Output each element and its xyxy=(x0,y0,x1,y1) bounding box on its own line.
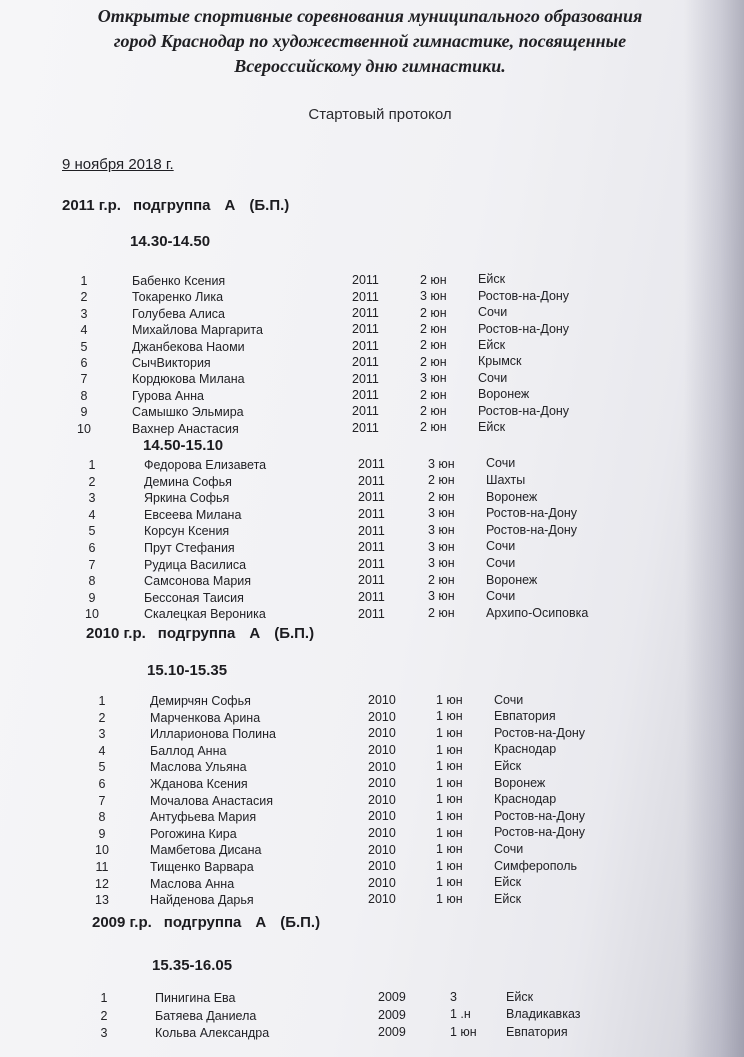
birth-year: 2011 xyxy=(352,305,379,320)
row-number: 9 xyxy=(88,590,96,605)
birth-year: 2011 xyxy=(358,540,385,555)
city: Сочи xyxy=(494,692,524,707)
row-number: 9 xyxy=(80,405,88,420)
rank: 2 юн xyxy=(420,272,447,287)
birth-year: 2011 xyxy=(358,523,385,538)
birth-year: 2011 xyxy=(352,371,379,386)
athlete-name: Рогожина Кира xyxy=(150,826,237,841)
rank: 1 юн xyxy=(436,692,463,707)
athlete-name: Маслова Анна xyxy=(150,876,235,891)
city: Ростов-на-Дону xyxy=(486,522,578,537)
row-number: 10 xyxy=(85,607,99,622)
athlete-name: Кольва Александра xyxy=(155,1026,270,1040)
birth-year: 2011 xyxy=(352,355,379,370)
athlete-name: Илларионова Полина xyxy=(150,727,276,742)
rank: 1 юн xyxy=(436,875,463,890)
session-time: 14.30-14.50 xyxy=(130,233,211,250)
birth-year: 2011 xyxy=(358,490,385,505)
row-number: 10 xyxy=(77,421,91,436)
rank: 1 юн xyxy=(436,825,463,840)
rank: 3 юн xyxy=(428,556,455,571)
rank: 3 юн xyxy=(428,539,455,554)
row-number: 3 xyxy=(100,1026,108,1040)
rank: 2 юн xyxy=(420,420,447,435)
row-number: 1 xyxy=(100,991,108,1005)
birth-year: 2011 xyxy=(358,457,385,472)
birth-year: 2011 xyxy=(352,387,379,402)
athlete-name: Демина Софья xyxy=(144,474,232,489)
city: Владикавказ xyxy=(506,1007,581,1021)
city: Ейск xyxy=(494,875,522,890)
row-number: 2 xyxy=(88,474,96,489)
city: Сочи xyxy=(494,841,524,856)
athlete-name: Рудица Василиса xyxy=(144,557,247,572)
rank: 1 юн xyxy=(436,892,463,906)
city: Ростов-на-Дону xyxy=(494,725,586,740)
row-number: 6 xyxy=(88,541,96,555)
athlete-row xyxy=(0,591,744,607)
birth-year: 2010 xyxy=(368,892,396,907)
row-number: 1 xyxy=(98,694,106,708)
athlete-row xyxy=(0,372,744,388)
athlete-row xyxy=(0,274,744,290)
athlete-name: Мочалова Анастасия xyxy=(150,793,273,808)
birth-year: 2011 xyxy=(358,589,385,604)
athlete-row xyxy=(0,405,744,421)
city: Ейск xyxy=(478,337,506,352)
city: Крымск xyxy=(478,354,522,369)
athlete-name: Марченкова Арина xyxy=(150,710,261,725)
row-number: 2 xyxy=(100,1008,108,1023)
athlete-row xyxy=(0,991,744,1007)
athlete-name: Яркина Софья xyxy=(144,491,230,506)
birth-year: 2010 xyxy=(368,875,396,890)
athlete-row xyxy=(0,893,744,909)
athlete-row xyxy=(0,389,744,405)
row-number: 5 xyxy=(88,524,96,539)
city: Ейск xyxy=(494,891,522,906)
row-number: 6 xyxy=(80,356,88,370)
athlete-name: Скалецкая Вероника xyxy=(144,607,266,622)
athlete-row xyxy=(0,744,744,760)
row-number: 3 xyxy=(88,491,96,506)
athlete-name: Мамбетова Дисана xyxy=(150,843,262,858)
birth-year-label: 2011 г.р. xyxy=(62,197,121,214)
row-number: 4 xyxy=(80,323,88,338)
rank: 2 юн xyxy=(420,387,447,402)
title-line-1: Открытые спортивные соревнования муниципального образования xyxy=(97,6,643,26)
rank: 3 юн xyxy=(428,523,455,537)
rank: 1 юн xyxy=(436,809,463,823)
birth-year: 2010 xyxy=(368,826,396,840)
athlete-row xyxy=(0,843,744,859)
row-number: 9 xyxy=(98,826,106,841)
athlete-row xyxy=(0,307,744,323)
athlete-row xyxy=(0,877,744,893)
birth-year: 2010 xyxy=(368,809,396,824)
city: Ростов-на-Дону xyxy=(494,808,586,823)
city: Ейск xyxy=(478,272,506,287)
athlete-name: Демирчян Софья xyxy=(150,694,251,708)
subgroup-code: (Б.П.) xyxy=(280,914,321,931)
city: Краснодар xyxy=(494,742,557,757)
city: Ростов-на-Дону xyxy=(486,506,578,521)
birth-year: 2011 xyxy=(358,606,385,621)
birth-year: 2010 xyxy=(368,759,396,774)
city: Ейск xyxy=(478,419,506,434)
city: Воронеж xyxy=(486,572,538,587)
city: Сочи xyxy=(486,555,516,570)
city: Евпатория xyxy=(506,1024,568,1039)
rank: 2 юн xyxy=(420,338,447,353)
row-number: 2 xyxy=(98,710,106,725)
row-number: 8 xyxy=(98,810,106,825)
row-number: 3 xyxy=(98,727,106,742)
row-number: 1 xyxy=(88,458,96,472)
rank: 3 xyxy=(450,989,457,1004)
rank: 1 юн xyxy=(450,1024,477,1039)
birth-year: 2011 xyxy=(352,404,379,419)
athlete-name: Самышко Эльмира xyxy=(132,405,244,420)
city: Воронеж xyxy=(486,489,538,504)
row-number: 4 xyxy=(98,743,106,758)
athlete-row xyxy=(0,1009,744,1025)
rank: 2 юн xyxy=(420,305,447,320)
group-heading xyxy=(92,914,320,931)
birth-year: 2010 xyxy=(368,792,396,807)
rank: 1 юн xyxy=(436,792,463,807)
rank: 2 юн xyxy=(420,354,447,369)
city: Сочи xyxy=(486,456,516,471)
athlete-name: Михайлова Маргарита xyxy=(132,323,263,338)
athlete-name: Евсеева Милана xyxy=(144,507,242,522)
athlete-name: СычВиктория xyxy=(132,356,211,370)
group-heading xyxy=(86,625,314,642)
row-number: 7 xyxy=(88,557,96,572)
city: Сочи xyxy=(478,305,508,320)
city: Воронеж xyxy=(494,775,546,790)
rank: 3 юн xyxy=(428,589,455,604)
athlete-name: Бессоная Таисия xyxy=(144,590,244,605)
rank: 3 юн xyxy=(420,371,447,386)
birth-year: 2010 xyxy=(368,743,396,757)
birth-year: 2011 xyxy=(352,322,379,337)
athlete-name: Батяева Даниела xyxy=(155,1008,257,1023)
athlete-name: Антуфьева Мария xyxy=(150,810,257,825)
athlete-name: Токаренко Лика xyxy=(132,290,224,305)
birth-year: 2009 xyxy=(378,990,406,1005)
city: Ростов-на-Дону xyxy=(478,403,570,418)
athlete-name: Самсонова Мария xyxy=(144,574,252,589)
session-time: 15.35-16.05 xyxy=(152,957,233,974)
session-time: 15.10-15.35 xyxy=(147,662,228,679)
title-line-3: Всероссийскому дню гимнастики. xyxy=(234,56,506,76)
city: Евпатория xyxy=(494,709,556,724)
birth-year: 2010 xyxy=(368,726,396,741)
athlete-row xyxy=(0,491,744,507)
athlete-row xyxy=(0,574,744,590)
city: Шахты xyxy=(486,472,526,487)
row-number: 6 xyxy=(98,777,106,791)
athlete-row xyxy=(0,508,744,524)
birth-year: 2010 xyxy=(368,709,396,724)
athlete-name: Федорова Елизавета xyxy=(144,458,267,472)
row-number: 2 xyxy=(80,290,88,305)
birth-year: 2009 xyxy=(378,1025,406,1040)
row-number: 8 xyxy=(88,574,96,589)
athlete-row xyxy=(0,524,744,540)
athlete-row xyxy=(0,472,744,491)
rank: 2 юн xyxy=(428,473,455,488)
athlete-row xyxy=(0,1026,744,1042)
athlete-row xyxy=(0,827,744,843)
row-number: 7 xyxy=(80,372,88,387)
birth-year: 2010 xyxy=(368,776,396,791)
athlete-name: Прут Стефания xyxy=(144,541,235,555)
protocol-subtitle: Стартовый протокол xyxy=(308,106,452,123)
city: Ейск xyxy=(494,758,522,773)
birth-year: 2009 xyxy=(378,1007,406,1022)
subgroup-label: подгруппа xyxy=(132,197,211,214)
birth-year: 2010 xyxy=(368,859,396,874)
rank: 1 .н xyxy=(450,1007,471,1022)
row-number: 10 xyxy=(95,843,109,858)
rank: 1 юн xyxy=(436,775,463,790)
athlete-row xyxy=(0,777,744,793)
rank: 1 юн xyxy=(436,759,463,774)
rank: 2 юн xyxy=(420,403,447,418)
city: Симферополь xyxy=(494,858,577,873)
birth-year: 2011 xyxy=(352,289,379,304)
row-number: 13 xyxy=(95,893,109,908)
rank: 3 юн xyxy=(420,289,447,304)
birth-year-label: 2009 г.р. xyxy=(92,914,152,931)
row-number: 5 xyxy=(98,760,106,775)
birth-year-label: 2010 г.р. xyxy=(86,625,146,642)
athlete-row xyxy=(0,694,744,710)
athlete-name: Кордюкова Милана xyxy=(132,372,245,387)
athlete-name: Гурова Анна xyxy=(132,388,204,403)
athlete-name: Голубева Алиса xyxy=(132,306,226,321)
birth-year: 2011 xyxy=(352,273,379,288)
subgroup-code: (Б.П.) xyxy=(274,625,315,642)
group-heading xyxy=(62,197,289,214)
rank: 2 юн xyxy=(420,321,447,336)
subgroup-letter: А xyxy=(249,625,261,642)
city: Сочи xyxy=(486,539,516,554)
birth-year: 2010 xyxy=(368,842,396,857)
athlete-name: Пинигина Ева xyxy=(155,991,236,1005)
athlete-row xyxy=(0,860,744,876)
session-time: 14.50-15.10 xyxy=(143,437,224,454)
athlete-name: Вахнер Анастасия xyxy=(132,421,239,436)
rank: 3 юн xyxy=(428,456,455,471)
row-number: 7 xyxy=(98,793,106,808)
rank: 1 юн xyxy=(436,858,463,873)
row-number: 4 xyxy=(88,507,96,522)
athlete-name: Корсун Ксения xyxy=(144,524,230,539)
athlete-name: Бабенко Ксения xyxy=(132,274,226,288)
city: Сочи xyxy=(478,370,508,385)
rank: 2 юн xyxy=(428,572,455,587)
rank: 3 юн xyxy=(428,506,455,521)
rank: 1 юн xyxy=(436,742,463,757)
city: Воронеж xyxy=(478,387,530,402)
athlete-row xyxy=(0,760,744,776)
athlete-row xyxy=(0,458,744,474)
athlete-row xyxy=(0,323,744,339)
athlete-name: Маслова Ульяна xyxy=(150,760,247,775)
row-number: 12 xyxy=(95,876,109,891)
birth-year: 2011 xyxy=(358,473,385,488)
subgroup-code: (Б.П.) xyxy=(249,197,290,214)
athlete-row xyxy=(0,541,744,557)
row-number: 1 xyxy=(80,274,88,288)
athlete-row xyxy=(0,419,744,438)
athlete-row xyxy=(0,810,744,826)
competition-date: 9 ноября 2018 г. xyxy=(62,156,174,173)
athlete-row xyxy=(0,794,744,810)
city: Архипо-Осиповка xyxy=(486,605,589,620)
row-number: 11 xyxy=(95,860,109,874)
subgroup-letter: А xyxy=(224,197,236,214)
title-line-2: город Краснодар по художественной гимнастике, посвященные xyxy=(113,31,627,51)
city: Ейск xyxy=(506,989,534,1004)
city: Ростов-на-Дону xyxy=(478,288,570,303)
athlete-row xyxy=(0,607,744,623)
row-number: 5 xyxy=(80,339,88,354)
city: Сочи xyxy=(486,589,516,604)
subgroup-label: подгруппа xyxy=(157,625,236,642)
birth-year: 2011 xyxy=(352,338,379,353)
athlete-name: Баллод Анна xyxy=(150,743,227,758)
athlete-row xyxy=(0,290,744,306)
birth-year: 2011 xyxy=(358,506,385,521)
birth-year: 2010 xyxy=(368,693,396,708)
city: Ростов-на-Дону xyxy=(494,825,586,840)
birth-year: 2011 xyxy=(358,573,385,588)
athlete-row xyxy=(0,555,744,574)
birth-year: 2011 xyxy=(352,420,379,435)
city: Ростов-на-Дону xyxy=(478,321,570,336)
athlete-row xyxy=(0,356,744,372)
athlete-name: Найденова Дарья xyxy=(150,893,254,908)
row-number: 3 xyxy=(80,306,88,321)
rank: 1 юн xyxy=(436,726,463,740)
row-number: 8 xyxy=(80,388,88,403)
rank: 2 юн xyxy=(428,606,455,620)
athlete-row xyxy=(0,727,744,743)
athlete-name: Жданова Ксения xyxy=(150,777,248,791)
rank: 2 юн xyxy=(428,489,455,504)
athlete-name: Тищенко Варвара xyxy=(150,860,254,874)
athlete-name: Джанбекова Наоми xyxy=(132,339,245,354)
athlete-row xyxy=(0,711,744,727)
city: Краснодар xyxy=(494,792,557,807)
athlete-row xyxy=(0,337,744,356)
subgroup-letter: А xyxy=(255,914,267,931)
rank: 1 юн xyxy=(436,709,463,724)
subgroup-label: подгруппа xyxy=(163,914,242,931)
rank: 1 юн xyxy=(436,842,463,857)
birth-year: 2011 xyxy=(358,556,385,571)
